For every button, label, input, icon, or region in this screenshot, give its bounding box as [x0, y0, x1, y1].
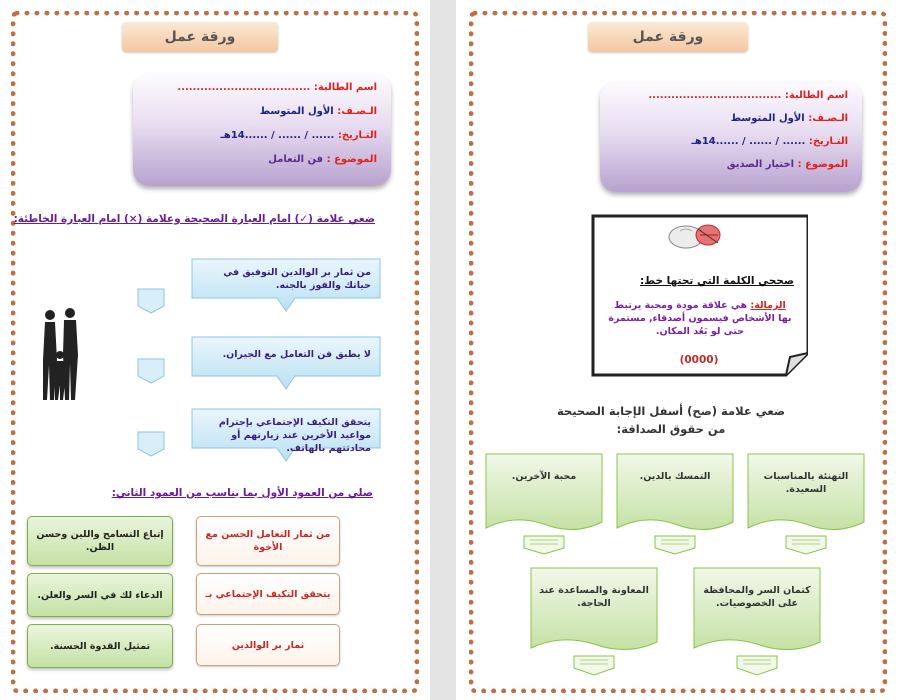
note-definition [606, 299, 794, 338]
answer-box[interactable] [137, 288, 165, 314]
card-shape [746, 452, 866, 556]
answer-box[interactable] [137, 431, 165, 457]
date-value[interactable]: ...... / ...... / ......14هـ [220, 130, 335, 141]
eraser-icon [660, 215, 730, 257]
class-label: الـصـف: [337, 106, 377, 117]
column-b-item[interactable]: الدعاء لك في السر والعلن. [27, 573, 173, 617]
rights-question-line-2: من حقوق الصداقة: [616, 422, 726, 436]
student-name-label: اسم الطالبة: [313, 82, 377, 93]
student-name-value[interactable]: ................................... [648, 90, 782, 101]
statement-text: لا يطبق فن التعامل مع الجيران. [222, 349, 371, 360]
subject-value: اختيار الصديق [726, 159, 795, 170]
subject-label: الموضوع : [326, 154, 377, 165]
choice-card[interactable] [529, 566, 659, 678]
column-a-item[interactable]: يتحقق التكيف الإجتماعي بـ [196, 573, 340, 615]
correction-note-card [590, 213, 808, 379]
student-info-box [133, 74, 391, 186]
left-worksheet-page [0, 0, 430, 700]
correction-answer[interactable]: (0000) [679, 354, 719, 366]
rights-question-line-1: ضعي علامة (صح) أسفل الإجابة الصحيحة [557, 404, 785, 418]
date-label: التـاريخ: [808, 136, 848, 147]
underlined-term: الزمالة: [750, 300, 786, 311]
page-gutter [430, 0, 456, 700]
choice-card[interactable] [484, 452, 604, 556]
note-instruction: صححي الكلمة التي تحتها خط: [640, 275, 794, 287]
subject-label: الموضوع : [797, 159, 848, 170]
card-text: التهنئة بالمناسبات السعيدة. [763, 471, 849, 495]
right-worksheet-page [456, 0, 900, 700]
student-info-box [600, 82, 862, 192]
column-a-item[interactable]: من ثمار التعامل الحسن مع الأخوة [196, 516, 340, 566]
card-text: كتمان السر والمحافظة على الخصوصيات. [703, 585, 811, 609]
card-text: المعاونة والمساعدة عند الحاجة. [539, 585, 649, 609]
choice-card[interactable] [746, 452, 866, 556]
card-shape [615, 452, 735, 556]
statement-callout [191, 258, 381, 312]
matching-heading: صلي من العمود الأول بما يناسب من العمود الثاني: [111, 487, 373, 499]
true-false-heading: ضعي علامة (✓) امام العبارة الصحيحة وعلامة (×) امام العبارة الخاطئة: [13, 213, 375, 225]
column-a-item[interactable]: ثمار بر الوالدين [196, 624, 340, 666]
choice-card[interactable] [692, 566, 822, 678]
family-silhouette-image [40, 305, 82, 405]
student-name-label: اسم الطالبة: [784, 90, 848, 101]
definition-text: هي علاقة مودة ومحبة يرتبط بها الأشخاص فيسمون أصدقاء, مستمرة حتى لو بَعُد المكان. [608, 300, 792, 337]
class-value: الأول المتوسط [259, 106, 334, 117]
card-text: محبة الآخرين. [511, 471, 577, 482]
class-value: الأول المتوسط [730, 113, 805, 124]
date-value[interactable]: ...... / ...... / ......14هـ [691, 136, 806, 147]
subject-value: فن التعامل [268, 154, 324, 165]
card-shape [692, 566, 822, 678]
student-name-value[interactable]: ................................... [177, 82, 311, 93]
statement-callout [191, 408, 381, 462]
callout-arrow-shape [191, 336, 381, 390]
worksheet-title: ورقة عمل [122, 22, 278, 52]
worksheet-title: ورقة عمل [588, 22, 748, 52]
card-text: التمسك بالدين. [639, 471, 711, 482]
column-b-item[interactable]: تمثيل القدوة الحسنة. [27, 624, 173, 668]
statement-callout [191, 336, 381, 390]
card-shape [484, 452, 604, 556]
choice-card[interactable] [615, 452, 735, 556]
statement-text: يتحقق التكيف الإجتماعي بإحترام مواعيد الأخرين عند زيارتهم أو محادثتهم بالهاتف. [218, 417, 371, 454]
date-label: التـاريخ: [337, 130, 377, 141]
answer-box[interactable] [137, 358, 165, 384]
statement-text: من ثمار بر الوالدين التوفيق في حياتك والفوز بالجنه. [223, 267, 371, 291]
column-b-item[interactable]: إتباع التسامح واللين وحسن الظن. [27, 516, 173, 566]
card-shape [529, 566, 659, 678]
class-label: الـصـف: [808, 113, 848, 124]
